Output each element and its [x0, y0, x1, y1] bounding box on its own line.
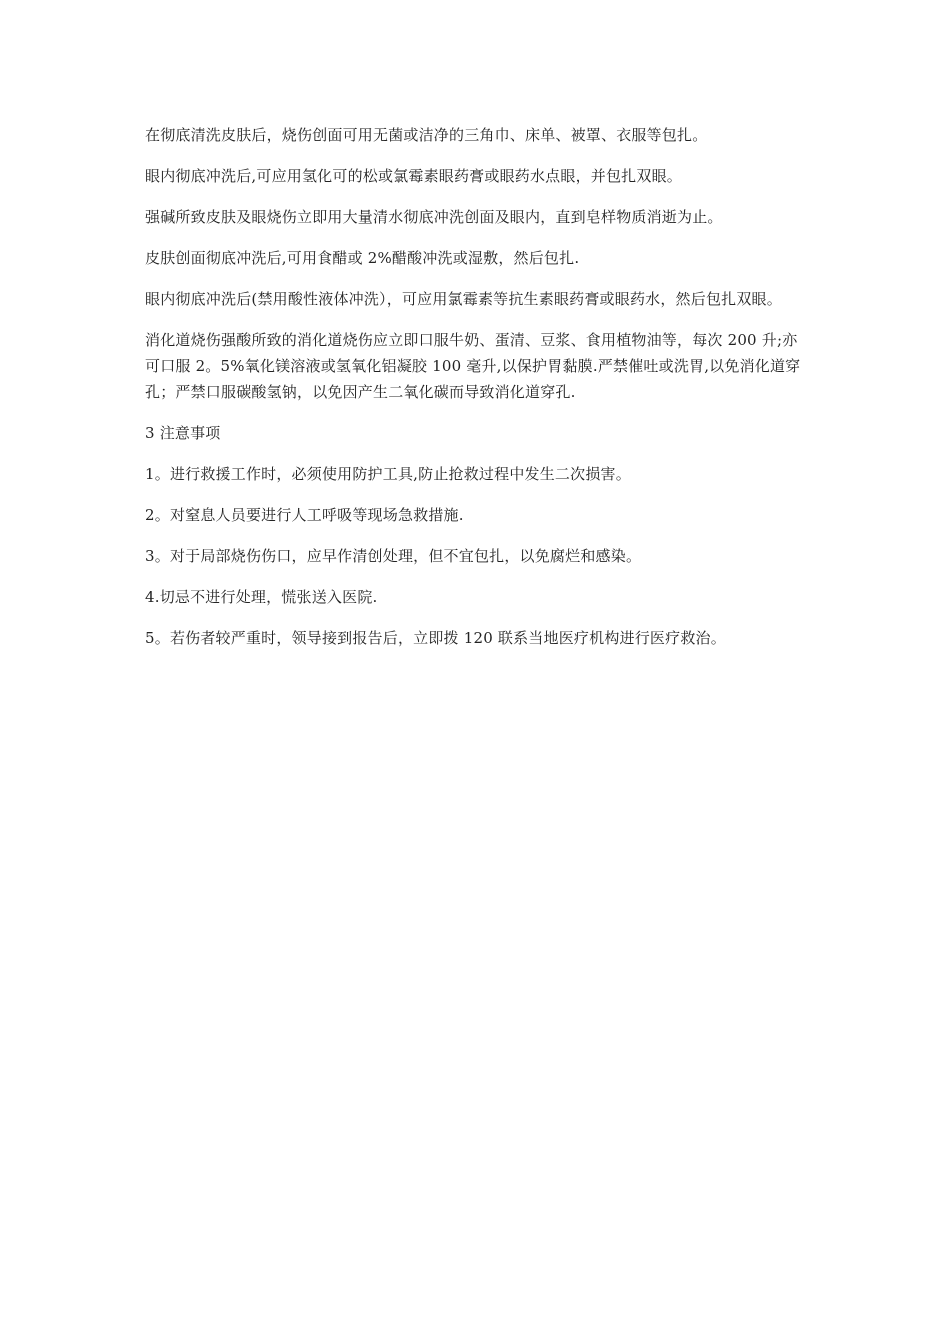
paragraph-4: 皮肤创面彻底冲洗后,可用食醋或 2%醋酸冲洗或湿敷，然后包扎.	[145, 249, 580, 267]
note-item-4: 4.切忌不进行处理，慌张送入医院.	[145, 588, 378, 606]
section-heading-notes: 3 注意事项	[145, 424, 221, 442]
paragraph-6: 消化道烧伤强酸所致的消化道烧伤应立即口服牛奶、蛋清、豆浆、食用植物油等，每次 200 升;亦可口服 2。5%氧化镁溶液或氢氧化铝凝胶 100 毫升,以保护胃黏膜.严禁催吐或洗胃,以免消化道穿孔；严禁口服碳酸氢钠，以免因产生二氧化碳而导致消化道穿孔.	[145, 331, 801, 401]
note-item-5: 5。若伤者较严重时，领导接到报告后，立即拨 120 联系当地医疗机构进行医疗救治。	[145, 629, 726, 647]
note-item-1: 1。进行救援工作时，必须使用防护工具,防止抢救过程中发生二次损害。	[145, 465, 631, 483]
note-item-3: 3。对于局部烧伤伤口，应早作清创处理，但不宜包扎，以免腐烂和感染。	[145, 547, 642, 565]
paragraph-3: 强碱所致皮肤及眼烧伤立即用大量清水彻底冲洗创面及眼内，直到皂样物质消逝为止。	[145, 208, 723, 226]
document-body	[145, 122, 810, 651]
paragraph-1: 在彻底清洗皮肤后，烧伤创面可用无菌或洁净的三角巾、床单、被罩、衣服等包扎。	[145, 126, 708, 144]
paragraph-2: 眼内彻底冲洗后,可应用氢化可的松或氯霉素眼药膏或眼药水点眼，并包扎双眼。	[145, 167, 682, 185]
note-item-2: 2。对窒息人员要进行人工呼吸等现场急救措施.	[145, 506, 464, 524]
paragraph-5: 眼内彻底冲洗后(禁用酸性液体冲洗），可应用氯霉素等抗生素眼药膏或眼药水，然后包扎双眼。	[145, 290, 782, 308]
